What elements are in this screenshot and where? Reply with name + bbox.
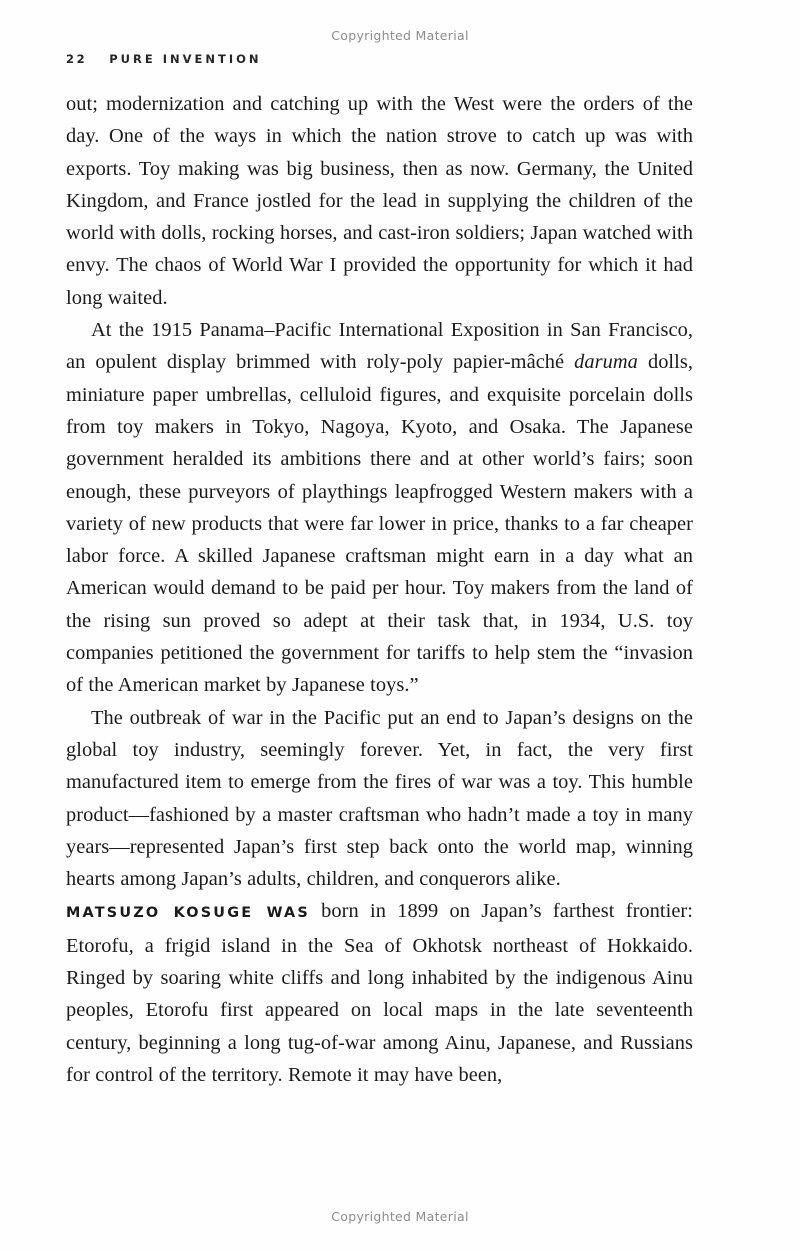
paragraph-matsuzo-kosuge [66,895,693,1091]
paragraph-continuation: out; modernization and catching up with the West were the orders of the day. One of the ways in which the nation strove to catch up was with exports. Toy making was big business, then as now. Germany, the United Kingdom, and France jostled for the lead in supplying the children of the world with dolls, rocking horses, and cast-iron soldiers; Japan watched with envy. The chaos of World War I provided the opportunity for which it had long waited. [66,93,693,309]
paragraph-text-segment: born in 1899 on Japan’s farthest frontier: Etorofu, a frigid island in the Sea of Okhotsk northeast of Hokkaido. Ringed by soaring white cliffs and long inhabited by the indigenous Ainu peoples, Etorofu first appeared on local maps in the late seventeenth century, beginning a long tug-of-war among Ainu, Japanese, and Russians for control of the territory. Remote it may have been, [66,900,693,1086]
running-head [66,52,262,66]
paragraph-text-segment: dolls, miniature paper umbrellas, celluloid figures, and exquisite porcelain dolls from toy makers in Tokyo, Nagoya, Kyoto, and Osaka. The Japanese government heralded its ambitions there and at other world’s fairs; soon enough, these purveyors of playthings leapfrogged Western makers with a variety of new products that were far lower in price, thanks to a far cheaper labor force. A skilled Japanese craftsman might earn in a day what an American would demand to be paid per hour. Toy makers from the land of the rising sun proved so adept at their task that, in 1934, U.S. toy companies petitioned the government for tariffs to help stem the “invasion of the American market by Japanese toys.” [66,351,693,697]
copyright-watermark-top: Copyrighted Material [331,28,469,43]
copyright-watermark-bottom: Copyrighted Material [331,1209,469,1224]
body-text-block [66,88,693,1091]
paragraph-text-segment: At the 1915 Panama–Pacific International Exposition in San Francisco, an opulent display brimmed with roly-poly papier-mâché [66,319,693,374]
paragraph-outbreak-of-war: The outbreak of war in the Pacific put an end to Japan’s designs on the global toy industry, seemingly forever. Yet, in fact, the very first manufactured item to emerge from the fires of war was a toy. This humble product—fashioned by a master craftsman who hadn’t made a toy in many years—represented Japan’s first step back onto the world map, winning hearts among Japan’s adults, children, and conquerors alike. [66,706,693,891]
italic-term-daruma: daruma [574,351,638,374]
paragraph-panama-pacific [66,314,693,702]
small-caps-opening: MATSUZO KOSUGE WAS [66,905,310,922]
page-number: 22 [66,52,88,66]
book-title: PURE INVENTION [109,52,262,66]
